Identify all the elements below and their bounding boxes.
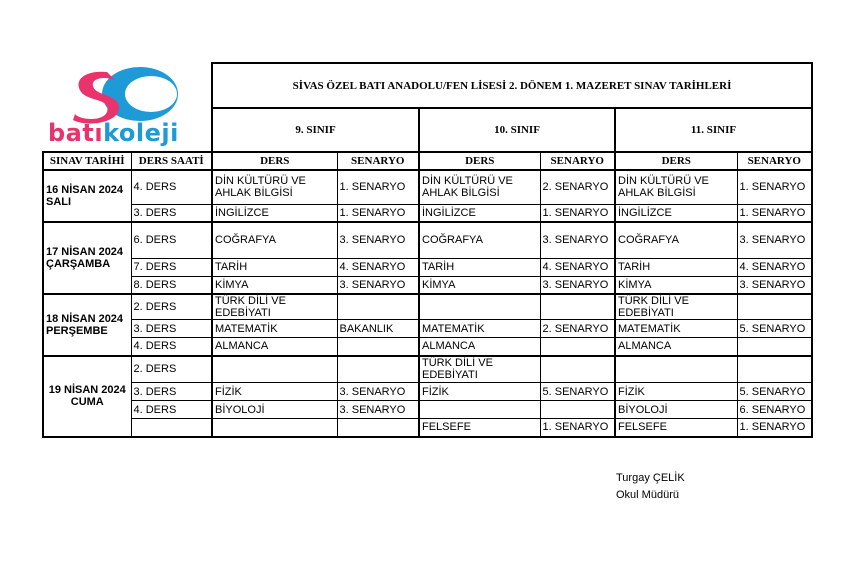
exam-date: 17 NİSAN 2024 (46, 246, 124, 258)
exam-date-cell (43, 294, 131, 356)
exam-date-cell (43, 222, 131, 294)
lesson-hour: 4. DERS (131, 338, 212, 356)
course-name: MATEMATİK (212, 320, 337, 338)
scenario-value: BAKANLIK (337, 320, 419, 338)
scenario-value: 2. SENARYO (540, 320, 615, 338)
course-name: TARİH (212, 258, 337, 276)
lesson-hour (131, 419, 212, 437)
scenario-value (337, 294, 419, 320)
scenario-value (737, 294, 812, 320)
lesson-hour: 3. DERS (131, 383, 212, 401)
course-name: COĞRAFYA (615, 222, 737, 258)
lesson-hour: 6. DERS (131, 222, 212, 258)
course-name: MATEMATİK (615, 320, 737, 338)
exam-date: 19 NİSAN 2024 (48, 384, 126, 396)
scenario-value (337, 419, 419, 437)
scenario-value (540, 338, 615, 356)
course-name: İNGİLİZCE (419, 204, 540, 222)
scenario-value: 3. SENARYO (540, 222, 615, 258)
principal-role: Okul Müdürü (616, 489, 679, 501)
course-name: FELSEFE (419, 419, 540, 437)
scenario-value: 1. SENARYO (337, 170, 419, 204)
grade-11-header: 11. SINIF (615, 108, 812, 152)
course-column-header: DERS (212, 152, 337, 170)
course-name: ALMANCA (212, 338, 337, 356)
course-name (419, 401, 540, 419)
course-column-header: DERS (615, 152, 737, 170)
scenario-value: 1. SENARYO (737, 170, 812, 204)
exam-date-cell (43, 170, 131, 222)
scenario-value: 6. SENARYO (737, 401, 812, 419)
lesson-hour: 2. DERS (131, 356, 212, 383)
course-name: TARİH (419, 258, 540, 276)
exam-date-cell (43, 356, 131, 437)
course-name: BİYOLOJİ (615, 401, 737, 419)
scenario-value: 1. SENARYO (737, 419, 812, 437)
scenario-value: 1. SENARYO (737, 204, 812, 222)
logo-text-part2: koleji (103, 119, 179, 147)
scenario-value: 1. SENARYO (540, 204, 615, 222)
scenario-value (540, 401, 615, 419)
lesson-hour: 4. DERS (131, 170, 212, 204)
lesson-hour: 8. DERS (131, 276, 212, 294)
course-name (419, 294, 540, 320)
scenario-value: 3. SENARYO (737, 222, 812, 258)
course-name: ALMANCA (419, 338, 540, 356)
course-name: DİN KÜLTÜRÜ VE AHLAK BİLGİSİ (419, 170, 540, 204)
scenario-value (337, 338, 419, 356)
scenario-value: 3. SENARYO (337, 222, 419, 258)
course-name: İNGİLİZCE (212, 204, 337, 222)
lesson-hour: 7. DERS (131, 258, 212, 276)
lesson-hour: 4. DERS (131, 401, 212, 419)
exam-schedule-table (42, 62, 813, 438)
course-name: FELSEFE (615, 419, 737, 437)
scenario-value: 5. SENARYO (540, 383, 615, 401)
grade-10-header: 10. SINIF (419, 108, 615, 152)
scenario-value (540, 356, 615, 383)
course-name: İNGİLİZCE (615, 204, 737, 222)
scenario-value: 5. SENARYO (737, 320, 812, 338)
scenario-value: 1. SENARYO (540, 419, 615, 437)
scenario-value: 3. SENARYO (337, 276, 419, 294)
course-name: DİN KÜLTÜRÜ VE AHLAK BİLGİSİ (615, 170, 737, 204)
exam-date: 18 NİSAN 2024 (46, 312, 124, 325)
scenario-value (337, 356, 419, 383)
course-name: BİYOLOJİ (212, 401, 337, 419)
page-title: SİVAS ÖZEL BATI ANADOLU/FEN LİSESİ 2. DÖNEM 1. MAZERET SINAV TARİHLERİ (212, 63, 812, 108)
course-name: FİZİK (419, 383, 540, 401)
scenario-value: 3. SENARYO (337, 383, 419, 401)
course-column-header: DERS (419, 152, 540, 170)
scenario-value (737, 356, 812, 383)
scenario-value: 4. SENARYO (540, 258, 615, 276)
course-name: KİMYA (419, 276, 540, 294)
grade-9-header: 9. SINIF (212, 108, 419, 152)
course-name: KİMYA (212, 276, 337, 294)
course-name: DİN KÜLTÜRÜ VE AHLAK BİLGİSİ (212, 170, 337, 204)
course-name (212, 356, 337, 383)
lesson-hour: 3. DERS (131, 204, 212, 222)
signature-block (616, 470, 685, 504)
lesson-hour: 2. DERS (131, 294, 212, 320)
logo-text-part1: batı (48, 119, 104, 147)
scenario-value (737, 338, 812, 356)
hour-column-header: DERS SAATİ (131, 152, 212, 170)
course-name (212, 419, 337, 437)
exam-day: SALI (46, 196, 72, 208)
course-name: TÜRK DİLİ VE EDEBİYATI (419, 356, 540, 383)
course-name: KİMYA (615, 276, 737, 294)
scenario-value: 4. SENARYO (737, 258, 812, 276)
course-name: FİZİK (615, 383, 737, 401)
scenario-value: 5. SENARYO (737, 383, 812, 401)
scenario-column-header: SENARYO (737, 152, 812, 170)
course-name: ALMANCA (615, 338, 737, 356)
scenario-value: 1. SENARYO (337, 204, 419, 222)
course-name: TÜRK DİLİ VE EDEBİYATI (615, 294, 737, 320)
course-name: FİZİK (212, 383, 337, 401)
scenario-value: 3. SENARYO (337, 401, 419, 419)
course-name: MATEMATİK (419, 320, 540, 338)
scenario-column-header: SENARYO (540, 152, 615, 170)
exam-day: PERŞEMBE (46, 324, 108, 337)
scenario-value: 2. SENARYO (540, 170, 615, 204)
course-name: TARİH (615, 258, 737, 276)
course-name: TÜRK DİLİ VE EDEBİYATI (212, 294, 337, 320)
exam-day: ÇARŞAMBA (46, 258, 111, 270)
exam-day: CUMA (70, 396, 104, 408)
scenario-column-header: SENARYO (337, 152, 419, 170)
scenario-value: 3. SENARYO (540, 276, 615, 294)
scenario-value: 3. SENARYO (737, 276, 812, 294)
scenario-value (540, 294, 615, 320)
exam-date: 16 NİSAN 2024 (46, 184, 124, 196)
lesson-hour: 3. DERS (131, 320, 212, 338)
date-column-header: SINAV TARİHİ (43, 152, 131, 170)
course-name (615, 356, 737, 383)
course-name: COĞRAFYA (419, 222, 540, 258)
scenario-value: 4. SENARYO (337, 258, 419, 276)
course-name: COĞRAFYA (212, 222, 337, 258)
principal-name: Turgay ÇELİK (616, 472, 685, 484)
